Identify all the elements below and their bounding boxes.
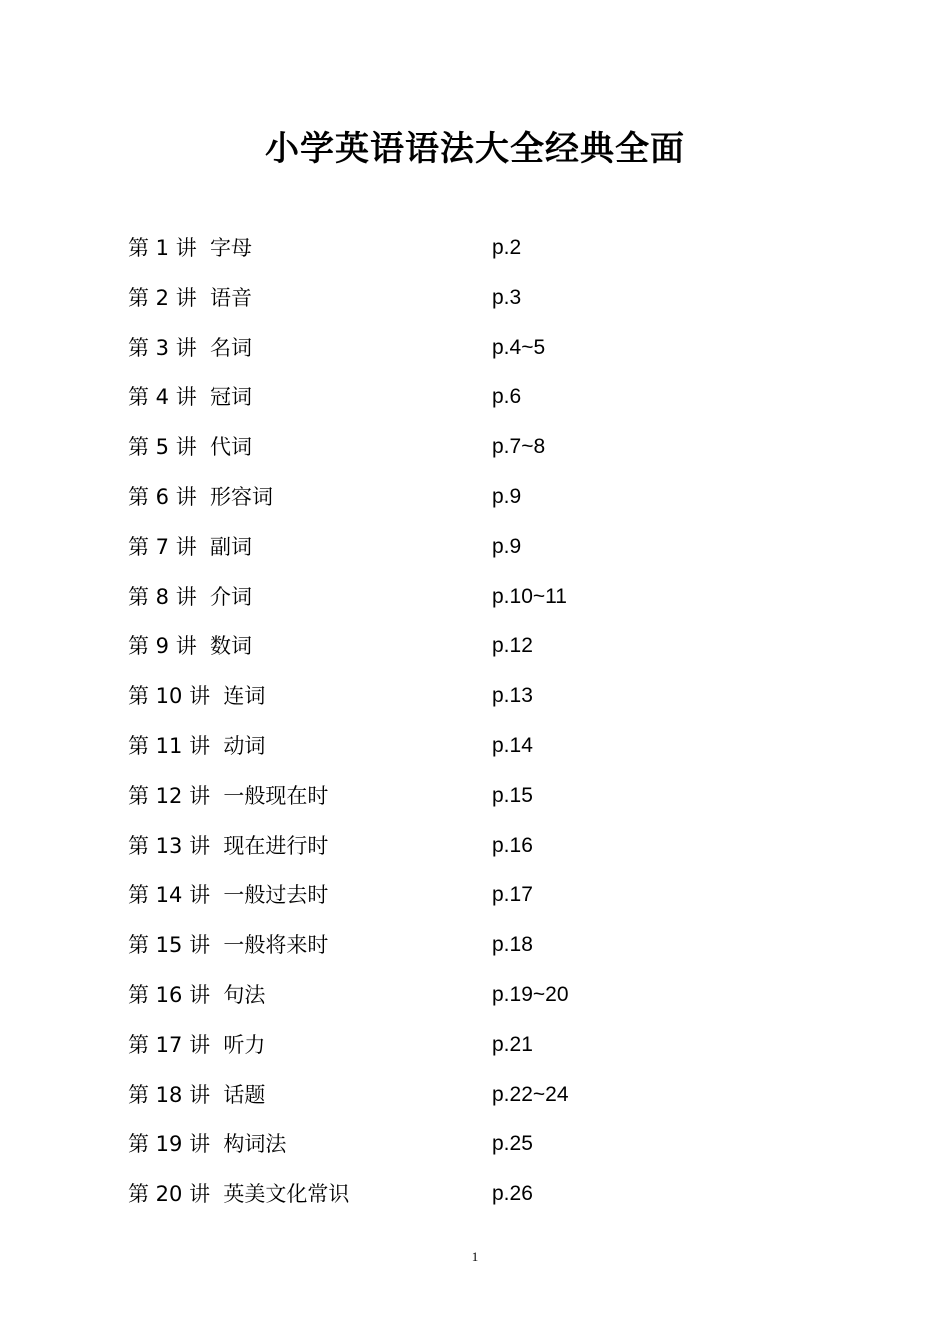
toc-page-ref: p.19~20 xyxy=(492,982,569,1006)
toc-page-ref: p.9 xyxy=(492,484,522,508)
toc-lecture: 第 1 讲 字母 xyxy=(128,236,253,260)
toc-lecture: 第 3 讲 名词 xyxy=(128,335,253,360)
toc-lecture: 第 16 讲 句法 xyxy=(128,982,266,1007)
toc-lecture: 第 10 讲 连词 xyxy=(128,684,266,709)
toc-page-ref: p.6 xyxy=(492,385,522,409)
toc-lecture: 第 15 讲 一般将来时 xyxy=(128,933,329,958)
toc-row xyxy=(128,230,848,280)
toc-page-ref: p.26 xyxy=(492,1182,533,1206)
toc-page-ref: p.21 xyxy=(492,1032,533,1056)
document-title: 小学英语语法大全经典全面 xyxy=(265,129,685,169)
toc-page-ref: p.3 xyxy=(492,285,522,309)
toc-page-ref: p.18 xyxy=(492,933,533,957)
toc-page-ref: p.15 xyxy=(492,783,533,807)
toc-lecture: 第 19 讲 构词法 xyxy=(128,1132,287,1157)
toc-row xyxy=(128,1126,848,1176)
toc-lecture: 第 7 讲 副词 xyxy=(128,534,253,559)
toc-page-ref: p.7~8 xyxy=(492,435,546,459)
toc-page-ref: p.2 xyxy=(492,236,522,259)
toc-lecture: 第 12 讲 一般现在时 xyxy=(128,783,329,808)
toc-row xyxy=(128,678,848,728)
toc-page-ref: p.4~5 xyxy=(492,335,546,359)
toc-row xyxy=(128,977,848,1027)
toc-page-ref: p.9 xyxy=(492,534,522,558)
toc-row xyxy=(128,529,848,579)
toc-row xyxy=(128,429,848,479)
toc-lecture: 第 14 讲 一般过去时 xyxy=(128,883,329,908)
toc-row xyxy=(128,877,848,927)
toc-lecture: 第 6 讲 形容词 xyxy=(128,484,274,509)
toc-lecture: 第 4 讲 冠词 xyxy=(128,385,253,410)
toc-page-ref: p.16 xyxy=(492,833,533,857)
toc-page-ref: p.22~24 xyxy=(492,1082,569,1106)
toc-row xyxy=(128,330,848,380)
toc-lecture: 第 8 讲 介词 xyxy=(128,584,253,609)
toc-lecture: 第 9 讲 数词 xyxy=(128,634,253,659)
toc-page-ref: p.25 xyxy=(492,1132,533,1156)
toc-lecture: 第 2 讲 语音 xyxy=(128,285,253,310)
toc-row xyxy=(128,1027,848,1077)
toc-page-ref: p.13 xyxy=(492,684,533,708)
toc-lecture: 第 5 讲 代词 xyxy=(128,435,253,460)
page-number: 1 xyxy=(471,1249,479,1264)
toc-lecture: 第 20 讲 英美文化常识 xyxy=(128,1182,350,1207)
toc-row xyxy=(128,927,848,977)
toc-row xyxy=(128,479,848,529)
toc-row xyxy=(128,579,848,629)
toc-row xyxy=(128,628,848,678)
toc-row xyxy=(128,778,848,828)
toc-row xyxy=(128,728,848,778)
toc-lecture: 第 18 讲 话题 xyxy=(128,1082,266,1107)
toc-row xyxy=(128,379,848,429)
table-of-contents xyxy=(128,230,848,1226)
toc-lecture: 第 11 讲 动词 xyxy=(128,733,266,758)
toc-page-ref: p.17 xyxy=(492,883,533,907)
toc-row xyxy=(128,828,848,878)
toc-page-ref: p.14 xyxy=(492,733,533,757)
toc-row xyxy=(128,1077,848,1127)
toc-row xyxy=(128,280,848,330)
toc-lecture: 第 17 讲 听力 xyxy=(128,1032,266,1057)
toc-page-ref: p.12 xyxy=(492,634,533,658)
toc-lecture: 第 13 讲 现在进行时 xyxy=(128,833,329,858)
toc-row xyxy=(128,1176,848,1226)
toc-page-ref: p.10~11 xyxy=(492,584,567,608)
